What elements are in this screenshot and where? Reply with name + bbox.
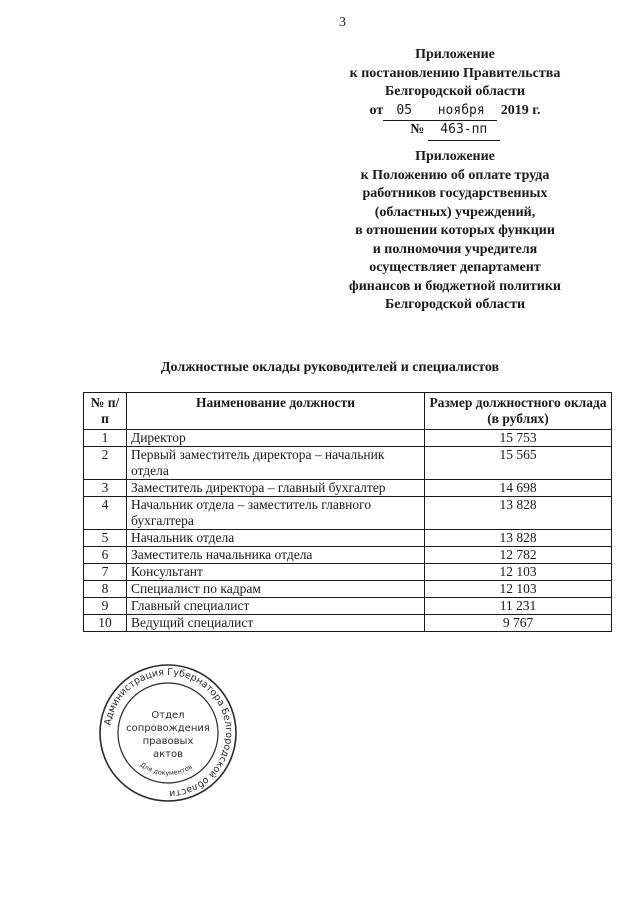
row-salary: 15 753 (425, 430, 612, 447)
regulation-line: финансов и бюджетной политики (349, 278, 561, 294)
row-salary: 12 103 (425, 581, 612, 598)
table-row (84, 598, 612, 615)
table-row (84, 547, 612, 564)
stamp-line-3: правовых (142, 736, 194, 747)
regulation-line: и полномочия учредителя (372, 241, 538, 257)
row-position: Начальник отдела – заместитель главного бухгалтера (127, 497, 425, 530)
table-row (84, 564, 612, 581)
row-salary: 15 565 (425, 447, 612, 480)
header-num: № п/п (84, 393, 127, 430)
row-num: 9 (84, 598, 127, 615)
stamp-bottom-text: Для документов (138, 760, 194, 778)
stamp-ring-text: Администрация Губернатора Белгородской области (102, 666, 235, 800)
table-row (84, 615, 612, 632)
row-num: 3 (84, 480, 127, 497)
appendix-label: Приложение (415, 47, 495, 62)
resolution-number (330, 121, 580, 141)
row-position: Заместитель начальника отдела (127, 547, 425, 564)
date-year: 2019 г. (500, 102, 541, 118)
date-prefix: от (369, 102, 384, 118)
row-salary: 11 231 (425, 598, 612, 615)
date-day: 05 (383, 102, 425, 122)
row-position: Консультант (127, 564, 425, 581)
row-position: Главный специалист (127, 598, 425, 615)
regulation-line: в отношении которых функции (355, 223, 555, 238)
row-position: Начальник отдела (127, 530, 425, 547)
table-title: Должностные оклады руководителей и специалистов (160, 360, 500, 375)
table-row (84, 430, 612, 447)
resolution-reference: к постановлению Правительства (349, 65, 561, 81)
table-row (84, 497, 612, 530)
header-position: Наименование должности (127, 393, 425, 430)
row-salary: 12 103 (425, 564, 612, 581)
row-position: Директор (127, 430, 425, 447)
number-prefix: № (410, 122, 425, 137)
regulation-appendix-header (330, 148, 580, 315)
regulation-line: (областных) учреждений, (374, 204, 536, 220)
resolution-date (330, 102, 580, 122)
table-row (84, 530, 612, 547)
row-salary: 12 782 (425, 547, 612, 564)
resolution-appendix-header (330, 46, 580, 141)
official-stamp (97, 662, 239, 809)
row-salary: 13 828 (425, 497, 612, 530)
row-num: 8 (84, 581, 127, 598)
regulation-line: осуществляет департамент (369, 260, 541, 275)
table-row (84, 447, 612, 480)
regulation-line: Приложение (415, 149, 495, 164)
date-month: ноября (425, 102, 497, 122)
stamp-line-2: сопровождения (126, 723, 210, 734)
row-salary: 13 828 (425, 530, 612, 547)
stamp-line-1: Отдел (151, 710, 185, 721)
row-num: 7 (84, 564, 127, 581)
table-row (84, 480, 612, 497)
row-num: 1 (84, 430, 127, 447)
number-value: 463-пп (428, 121, 500, 141)
row-num: 5 (84, 530, 127, 547)
row-position: Специалист по кадрам (127, 581, 425, 598)
salary-table (83, 392, 612, 632)
row-position: Заместитель директора – главный бухгалтер (127, 480, 425, 497)
row-position: Первый заместитель директора – начальник отдела (127, 447, 425, 480)
table-header-row (84, 393, 612, 430)
row-num: 4 (84, 497, 127, 530)
row-salary: 9 767 (425, 615, 612, 632)
regulation-line: Белгородской области (384, 297, 526, 312)
header-salary: Размер должностного оклада (в рублях) (425, 393, 612, 430)
row-salary: 14 698 (425, 480, 612, 497)
stamp-seal-icon (97, 662, 239, 804)
regulation-line: к Положению об оплате труда (360, 167, 550, 183)
row-num: 2 (84, 447, 127, 480)
stamp-line-4: актов (152, 749, 184, 760)
table-row (84, 581, 612, 598)
page-number: 3 (339, 15, 346, 30)
region-name: Белгородской области (384, 84, 526, 99)
row-num: 6 (84, 547, 127, 564)
row-num: 10 (84, 615, 127, 632)
regulation-line: работников государственных (362, 186, 548, 201)
row-position: Ведущий специалист (127, 615, 425, 632)
